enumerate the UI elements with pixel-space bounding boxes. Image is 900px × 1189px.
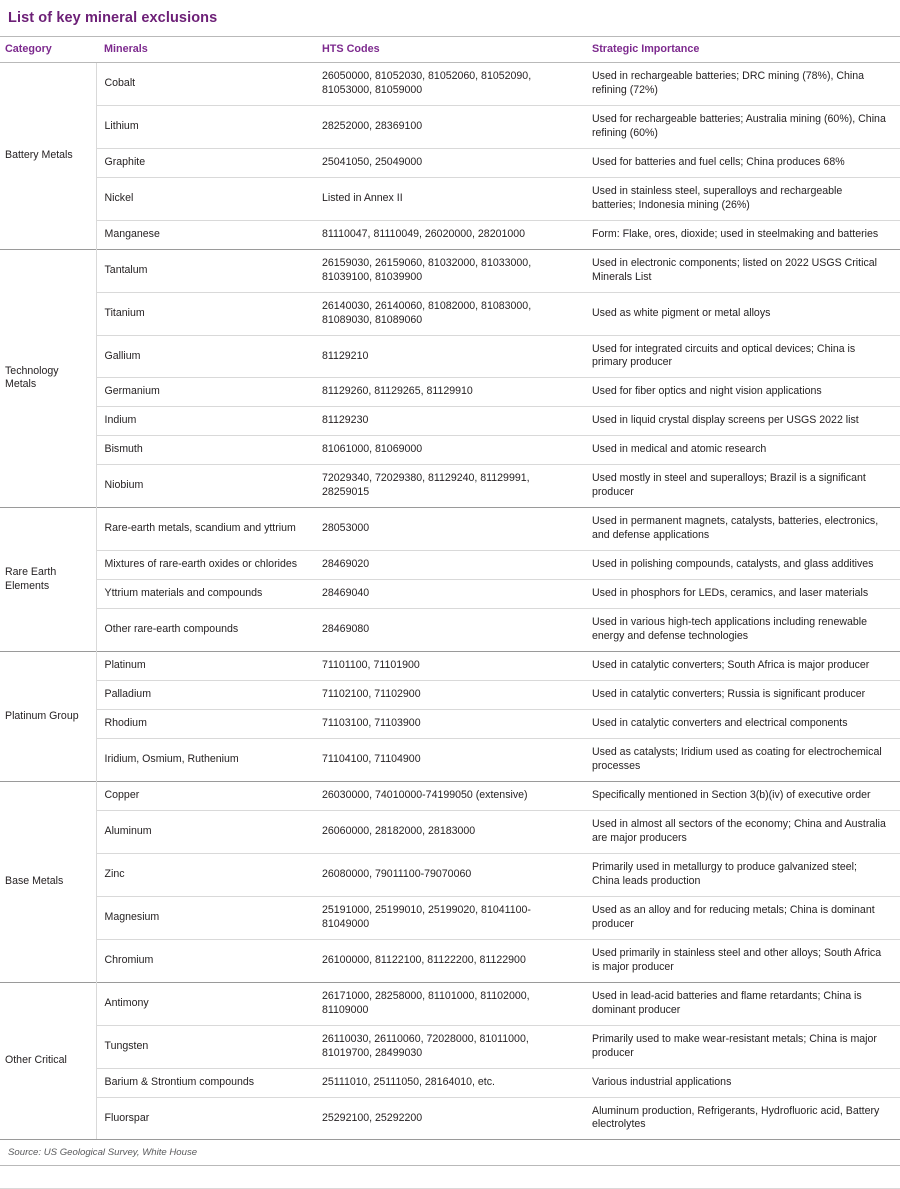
hts-codes-cell: 26030000, 74010000-74199050 (extensive)	[318, 781, 586, 810]
hts-codes-cell: 26140030, 26140060, 81082000, 81083000, 81089030, 81089060	[318, 292, 586, 335]
mineral-exclusions-table	[0, 36, 900, 1140]
strategic-importance-cell: Aluminum production, Refrigerants, Hydrofluoric acid, Battery electrolytes	[586, 1097, 900, 1139]
mineral-cell: Copper	[96, 781, 318, 810]
table-body	[0, 62, 900, 1139]
hts-codes-cell: 71101100, 71101900	[318, 652, 586, 681]
hts-codes-cell: 28469080	[318, 609, 586, 652]
mineral-cell: Tungsten	[96, 1025, 318, 1068]
hts-codes-cell: 72029340, 72029380, 81129240, 81129991, 28259015	[318, 465, 586, 508]
strategic-importance-cell: Used primarily in stainless steel and other alloys; South Africa is major producer	[586, 939, 900, 982]
hts-codes-cell: 81129210	[318, 335, 586, 378]
strategic-importance-cell: Form: Flake, ores, dioxide; used in steelmaking and batteries	[586, 220, 900, 249]
mineral-cell: Indium	[96, 407, 318, 436]
mineral-cell: Fluorspar	[96, 1097, 318, 1139]
mineral-cell: Cobalt	[96, 62, 318, 105]
column-header-hts-codes: HTS Codes	[318, 36, 586, 62]
strategic-importance-cell: Used for batteries and fuel cells; China produces 68%	[586, 148, 900, 177]
table-row	[0, 378, 900, 407]
strategic-importance-cell: Used for integrated circuits and optical devices; China is primary producer	[586, 335, 900, 378]
hts-codes-cell: 28252000, 28369100	[318, 105, 586, 148]
mineral-cell: Lithium	[96, 105, 318, 148]
hts-codes-cell: 26171000, 28258000, 81101000, 81102000, 81109000	[318, 982, 586, 1025]
strategic-importance-cell: Used in liquid crystal display screens per USGS 2022 list	[586, 407, 900, 436]
hts-codes-cell: 26110030, 26110060, 72028000, 81011000, 81019700, 28499030	[318, 1025, 586, 1068]
table-row	[0, 982, 900, 1025]
table-row	[0, 580, 900, 609]
strategic-importance-cell: Used in lead-acid batteries and flame retardants; China is dominant producer	[586, 982, 900, 1025]
table-row	[0, 436, 900, 465]
footer-spacer-rule	[0, 1166, 900, 1189]
mineral-cell: Other rare-earth compounds	[96, 609, 318, 652]
mineral-cell: Zinc	[96, 853, 318, 896]
category-cell: Other Critical	[0, 982, 96, 1139]
table-row	[0, 220, 900, 249]
strategic-importance-cell: Used in stainless steel, superalloys and rechargeable batteries; Indonesia mining (26%)	[586, 177, 900, 220]
strategic-importance-cell: Used in polishing compounds, catalysts, and glass additives	[586, 551, 900, 580]
table-header-row	[0, 36, 900, 62]
hts-codes-cell: 71104100, 71104900	[318, 739, 586, 782]
table-row	[0, 896, 900, 939]
strategic-importance-cell: Used as an alloy and for reducing metals; China is dominant producer	[586, 896, 900, 939]
strategic-importance-cell: Used for fiber optics and night vision applications	[586, 378, 900, 407]
mineral-cell: Rhodium	[96, 710, 318, 739]
mineral-cell: Rare-earth metals, scandium and yttrium	[96, 508, 318, 551]
mineral-cell: Mixtures of rare-earth oxides or chlorides	[96, 551, 318, 580]
hts-codes-cell: 25292100, 25292200	[318, 1097, 586, 1139]
table-row	[0, 177, 900, 220]
title-bar	[0, 0, 900, 36]
category-cell: Platinum Group	[0, 652, 96, 782]
table-row	[0, 810, 900, 853]
strategic-importance-cell: Used in electronic components; listed on 2022 USGS Critical Minerals List	[586, 249, 900, 292]
mineral-cell: Chromium	[96, 939, 318, 982]
table-row	[0, 609, 900, 652]
category-cell: Battery Metals	[5, 148, 73, 161]
table-row	[0, 710, 900, 739]
strategic-importance-cell: Used as catalysts; Iridium used as coating for electrochemical processes	[586, 739, 900, 782]
hts-codes-cell: 26050000, 81052030, 81052060, 81052090, 81053000, 81059000	[322, 69, 532, 96]
hts-codes-cell: 28469040	[318, 580, 586, 609]
mineral-cell: Graphite	[96, 148, 318, 177]
table-row	[0, 249, 900, 292]
strategic-importance-cell: Used in rechargeable batteries; DRC mining (78%), China refining (72%)	[592, 69, 865, 96]
table-row	[0, 781, 900, 810]
mineral-cell: Yttrium materials and compounds	[96, 580, 318, 609]
hts-codes-cell: 26060000, 28182000, 28183000	[318, 810, 586, 853]
table-row	[0, 652, 900, 681]
mineral-cell: Platinum	[96, 652, 318, 681]
mineral-cell: Niobium	[96, 465, 318, 508]
mineral-cell: Magnesium	[96, 896, 318, 939]
hts-codes-cell: 71103100, 71103900	[318, 710, 586, 739]
category-cell: Technology Metals	[0, 249, 96, 508]
mineral-cell: Palladium	[96, 681, 318, 710]
column-header-strategic-importance: Strategic Importance	[586, 36, 900, 62]
table-row	[0, 335, 900, 378]
mineral-cell: Tantalum	[96, 249, 318, 292]
table-row	[0, 407, 900, 436]
table-row	[0, 1097, 900, 1139]
strategic-importance-cell: Used in catalytic converters; South Africa is major producer	[586, 652, 900, 681]
mineral-cell: Titanium	[96, 292, 318, 335]
mineral-cell: Manganese	[96, 220, 318, 249]
hts-codes-cell: 26080000, 79011100-79070060	[318, 853, 586, 896]
mineral-cell: Aluminum	[96, 810, 318, 853]
hts-codes-cell: 81061000, 81069000	[318, 436, 586, 465]
table-row	[0, 939, 900, 982]
strategic-importance-cell: Used in catalytic converters; Russia is significant producer	[586, 681, 900, 710]
hts-codes-cell: 81129230	[318, 407, 586, 436]
mineral-cell: Nickel	[96, 177, 318, 220]
table-header	[0, 36, 900, 62]
hts-codes-cell: 28469020	[318, 551, 586, 580]
table-row	[0, 465, 900, 508]
hts-codes-cell: Listed in Annex II	[318, 177, 586, 220]
table-row	[0, 739, 900, 782]
strategic-importance-cell: Used in medical and atomic research	[586, 436, 900, 465]
mineral-cell: Gallium	[96, 335, 318, 378]
column-header-category: Category	[0, 36, 96, 62]
strategic-importance-cell: Primarily used in metallurgy to produce galvanized steel; China leads production	[586, 853, 900, 896]
hts-codes-cell: 25111010, 25111050, 28164010, etc.	[318, 1068, 586, 1097]
category-cell: Rare Earth Elements	[0, 508, 96, 652]
mineral-cell: Germanium	[96, 378, 318, 407]
strategic-importance-cell: Various industrial applications	[586, 1068, 900, 1097]
table-row	[0, 681, 900, 710]
hts-codes-cell: 81129260, 81129265, 81129910	[318, 378, 586, 407]
table-row	[0, 105, 900, 148]
table-row	[0, 853, 900, 896]
table-row	[0, 551, 900, 580]
strategic-importance-cell: Used in phosphors for LEDs, ceramics, and laser materials	[586, 580, 900, 609]
strategic-importance-cell: Used in almost all sectors of the economy; China and Australia are major producers	[586, 810, 900, 853]
hts-codes-cell: 26159030, 26159060, 81032000, 81033000, 81039100, 81039900	[318, 249, 586, 292]
source-note: Source: US Geological Survey, White House	[0, 1140, 900, 1166]
strategic-importance-cell: Used in catalytic converters and electrical components	[586, 710, 900, 739]
strategic-importance-cell: Used for rechargeable batteries; Australia mining (60%), China refining (60%)	[586, 105, 900, 148]
strategic-importance-cell: Primarily used to make wear-resistant metals; China is major producer	[586, 1025, 900, 1068]
table-row	[0, 148, 900, 177]
strategic-importance-cell: Used in various high-tech applications including renewable energy and defense technologies	[586, 609, 900, 652]
strategic-importance-cell: Used mostly in steel and superalloys; Brazil is a significant producer	[586, 465, 900, 508]
column-header-minerals: Minerals	[96, 36, 318, 62]
strategic-importance-cell: Specifically mentioned in Section 3(b)(iv) of executive order	[586, 781, 900, 810]
category-cell: Base Metals	[0, 781, 96, 982]
mineral-cell: Iridium, Osmium, Ruthenium	[96, 739, 318, 782]
strategic-importance-cell: Used as white pigment or metal alloys	[586, 292, 900, 335]
hts-codes-cell: 26100000, 81122100, 81122200, 81122900	[318, 939, 586, 982]
hts-codes-cell: 25191000, 25199010, 25199020, 81041100-81049000	[318, 896, 586, 939]
hts-codes-cell: 81110047, 81110049, 26020000, 28201000	[318, 220, 586, 249]
hts-codes-cell: 28053000	[318, 508, 586, 551]
mineral-cell: Barium & Strontium compounds	[96, 1068, 318, 1097]
page-title: List of key mineral exclusions	[8, 10, 218, 26]
mineral-cell: Antimony	[96, 982, 318, 1025]
table-row	[0, 62, 900, 105]
table-row	[0, 508, 900, 551]
hts-codes-cell: 25041050, 25049000	[318, 148, 586, 177]
strategic-importance-cell: Used in permanent magnets, catalysts, batteries, electronics, and defense applications	[586, 508, 900, 551]
table-row	[0, 292, 900, 335]
hts-codes-cell: 71102100, 71102900	[318, 681, 586, 710]
table-row	[0, 1025, 900, 1068]
table-row	[0, 1068, 900, 1097]
mineral-cell: Bismuth	[96, 436, 318, 465]
